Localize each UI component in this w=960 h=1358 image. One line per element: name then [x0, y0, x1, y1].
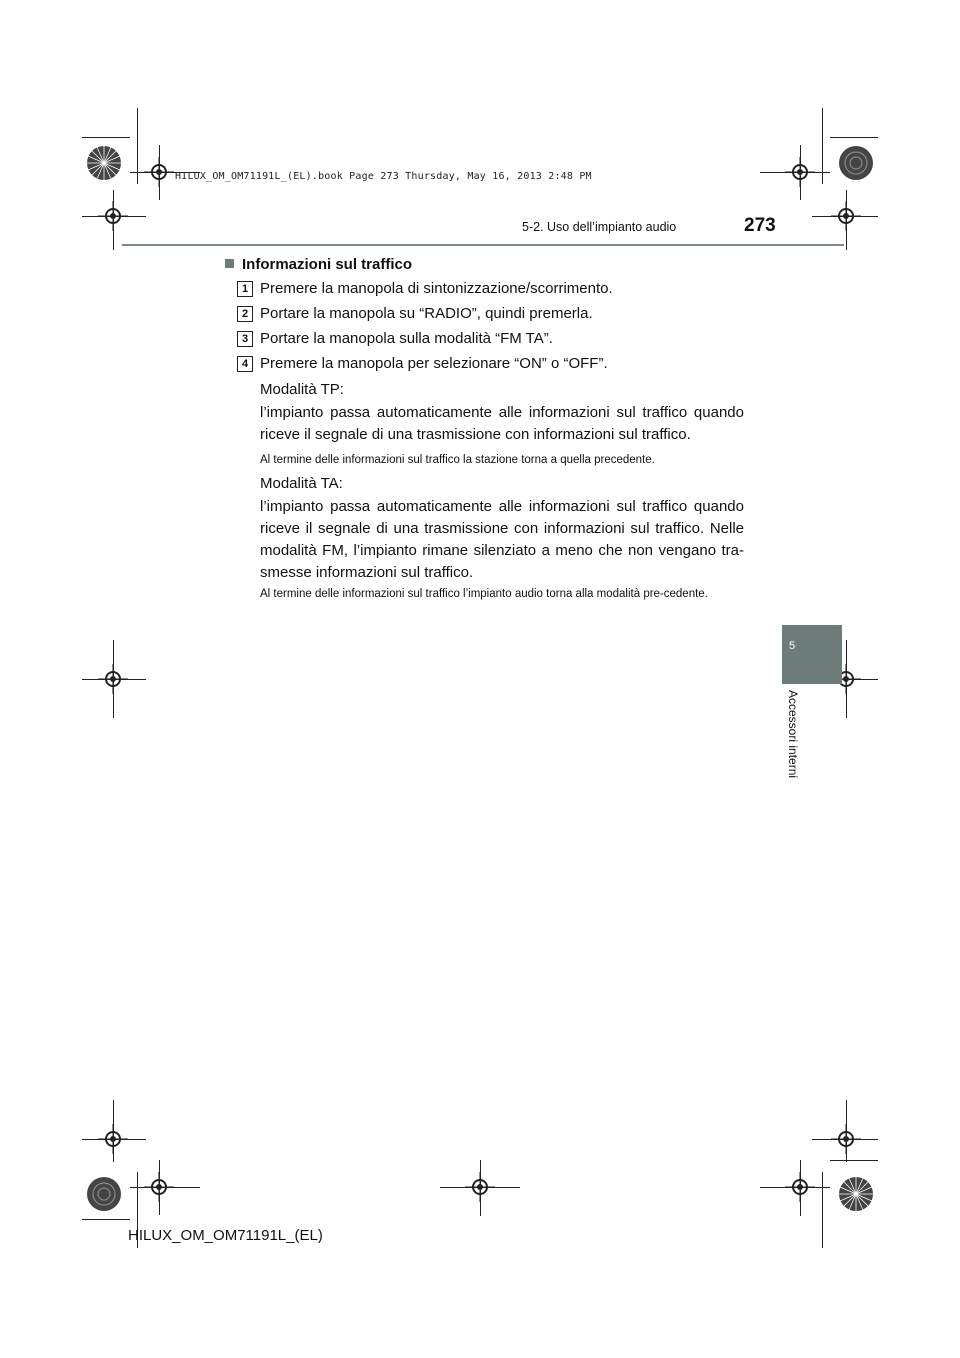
registration-mark-icon — [831, 201, 861, 231]
radial-print-mark-icon — [86, 145, 122, 181]
step-number: 4 — [237, 356, 253, 372]
page-number: 273 — [744, 215, 776, 236]
registration-mark-icon — [98, 1124, 128, 1154]
step-number: 1 — [237, 281, 253, 297]
header-rule — [122, 244, 844, 246]
registration-mark-icon — [831, 1124, 861, 1154]
section-heading — [225, 256, 412, 273]
print-stamp: HILUX_OM_OM71191L_(EL).book Page 273 Thursday, May 16, 2013 2:48 PM — [175, 171, 592, 182]
section-header: 5-2. Uso dell’impianto audio — [522, 220, 677, 234]
step-number: 3 — [237, 331, 253, 347]
step-text: Premere la manopola di sintonizzazione/scorrimento. — [260, 280, 613, 297]
crop-line — [830, 137, 878, 138]
crop-line — [82, 137, 130, 138]
registration-mark-icon — [98, 201, 128, 231]
radial-print-mark-icon — [838, 145, 874, 181]
chapter-tab — [782, 625, 842, 684]
registration-mark-icon — [785, 157, 815, 187]
crop-line — [822, 1172, 823, 1248]
step-text: Premere la manopola per selezionare “ON” o “OFF”. — [260, 355, 608, 372]
manual-code: HILUX_OM_OM71191L_(EL) — [128, 1227, 323, 1244]
radial-print-mark-icon — [838, 1176, 874, 1212]
registration-mark-icon — [98, 664, 128, 694]
registration-mark-icon — [144, 157, 174, 187]
ta-mode-title: Modalità TA: — [260, 475, 343, 492]
registration-mark-icon — [785, 1172, 815, 1202]
registration-mark-icon — [465, 1172, 495, 1202]
crop-line — [830, 1160, 878, 1161]
step-number: 2 — [237, 306, 253, 322]
square-bullet-icon — [225, 259, 234, 268]
ta-mode-description: l’impianto passa automaticamente alle informazioni sul traffico quando riceve il segnale di una trasmissione con informazioni sul traffico. Nelle modalità FM, l’impianto rimane silenziato a meno che non vengano tra-smesse informazioni sul traffico. — [260, 498, 744, 581]
chapter-tab-title: Accessori interni — [786, 690, 800, 779]
step-text: Portare la manopola su “RADIO”, quindi premerla. — [260, 305, 593, 322]
tp-mode-description: l’impianto passa automaticamente alle informazioni sul traffico quando riceve il segnale di una trasmissione con informazioni sul traffico. — [260, 404, 744, 443]
radial-print-mark-icon — [86, 1176, 122, 1212]
crop-line — [82, 1219, 130, 1220]
tp-mode-title: Modalità TP: — [260, 381, 344, 398]
tp-mode-note: Al termine delle informazioni sul traffico la stazione torna a quella precedente. — [260, 454, 655, 466]
step-text: Portare la manopola sulla modalità “FM TA”. — [260, 330, 553, 347]
section-heading-text: Informazioni sul traffico — [242, 256, 413, 273]
chapter-tab-number: 5 — [789, 640, 796, 652]
ta-mode-note: Al termine delle informazioni sul traffico l’impianto audio torna alla modalità pre-cedente. — [260, 588, 708, 600]
registration-mark-icon — [144, 1172, 174, 1202]
